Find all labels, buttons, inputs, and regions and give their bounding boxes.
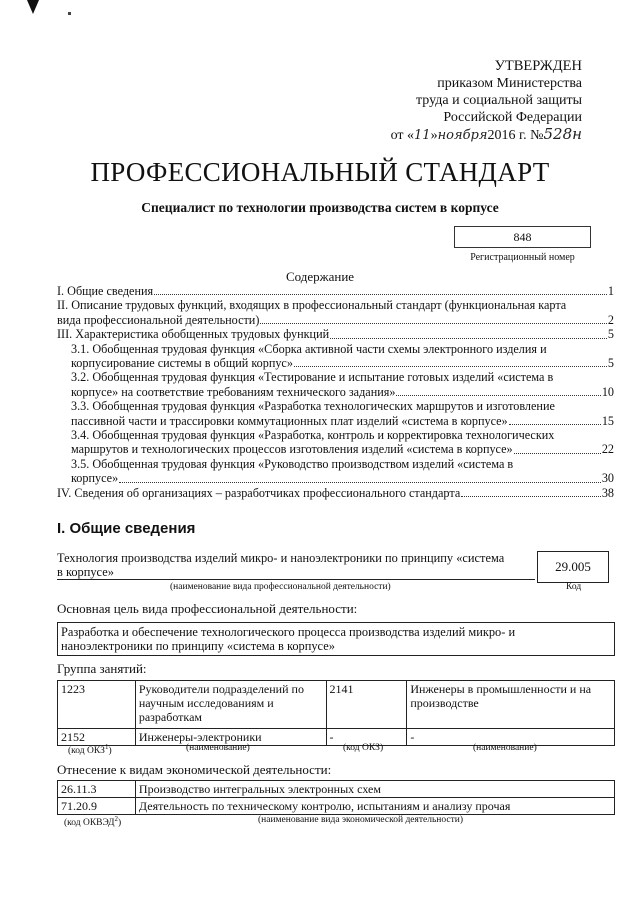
document-title: ПРОФЕССИОНАЛЬНЫЙ СТАНДАРТ: [90, 157, 550, 187]
approval-heading: УТВЕРЖДЕН: [494, 58, 582, 74]
okz-name: Инженеры-электроники: [135, 729, 326, 746]
toc-item-line: 3.5. Обобщенная трудовая функция «Руководство производством изделий «система в: [71, 456, 514, 471]
toc-item-page: 15: [601, 413, 614, 428]
scan-dot: [68, 12, 71, 15]
toc-item-text: вида профессиональной деятельности): [57, 312, 260, 327]
toc-item: [57, 414, 614, 428]
toc-item-text: корпусе»: [71, 471, 119, 486]
toc-item-page: 1: [607, 284, 614, 298]
registration-label: Регистрационный номер: [470, 252, 575, 263]
okved-code: 71.20.9: [58, 798, 136, 815]
economic-activity-table: [57, 780, 615, 815]
caption-okved-code: (код ОКВЭД$^2$): [64, 815, 122, 829]
toc-item-page: 38: [601, 485, 614, 500]
toc-item-text: III. Характеристика обобщенных трудовых функций: [57, 327, 330, 342]
toc-item-text: корпусе» на соответствие требованиям технического задания»: [71, 384, 396, 399]
handwritten-day: 11: [414, 128, 431, 143]
approval-date-line: [342, 126, 582, 144]
toc-item: [57, 327, 614, 341]
group-label: Группа занятий:: [57, 661, 147, 676]
toc-item-line: 3.1. Обобщенная трудовая функция «Сборка активной части схемы электронного изделия и: [71, 341, 547, 356]
section-heading: I. Общие сведения: [57, 520, 196, 537]
okz-name: -: [407, 729, 615, 746]
registration-number-box: 848: [454, 226, 591, 248]
okz-name: Руководители подразделений по научным исследованиям и разработкам: [135, 681, 326, 729]
punch-mark: [25, 0, 45, 20]
okz-code: 2141: [326, 681, 407, 729]
toc-item-text: пассивной части и трассировки коммутационных плат изделий «система в корпусе»: [71, 413, 508, 428]
activity-underline: [57, 579, 535, 580]
toc-item: [57, 385, 614, 399]
okved-name: Деятельность по техническому контролю, испытаниям и анализу прочая: [135, 798, 614, 815]
toc-item-line: 3.4. Обобщенная трудовая функция «Разработка, контроль и корректировка технологических: [71, 428, 555, 443]
handwritten-month: ноября: [437, 128, 488, 143]
date-prefix: от «: [390, 128, 415, 143]
toc-item-page: 5: [607, 356, 614, 371]
goal-line: наноэлектроники по принципу «система в корпусе»: [61, 639, 335, 653]
activity-caption: (наименование вида профессиональной деятельности): [170, 582, 391, 592]
toc-item-page: 10: [601, 384, 614, 399]
activity-name: [57, 551, 532, 579]
toc-item: [57, 356, 614, 370]
activity-line: Технология производства изделий микро- и наноэлектроники по принципу «система: [57, 551, 505, 565]
date-year: 2016 г. №: [487, 128, 544, 143]
goal-label: Основная цель вида профессиональной деятельности:: [57, 601, 358, 616]
toc-item-line: 3.2. Обобщенная трудовая функция «Тестирование и испытание готовых изделий «система в: [71, 370, 554, 385]
toc-item-page: 5: [607, 327, 614, 342]
approval-block: [342, 58, 582, 144]
table-row: [58, 781, 615, 798]
caption-name: (наименование): [186, 743, 250, 753]
toc-item-line: 3.3. Обобщенная трудовая функция «Разработка технологических маршрутов и изготовление: [71, 399, 555, 414]
caption-name-2: (наименование): [473, 743, 537, 753]
okz-name: Инженеры в промышленности и на производстве: [407, 681, 615, 729]
caption-okz-code-2: (код ОКЗ): [343, 743, 384, 753]
code-caption: Код: [566, 582, 582, 592]
activity-code-box: 29.005: [537, 551, 609, 583]
goal-line: Разработка и обеспечение технологического процесса производства изделий микро- и: [61, 625, 516, 639]
toc-item-text: IV. Сведения об организациях – разработчиках профессионального стандарта: [57, 485, 461, 500]
toc-item: [57, 471, 614, 485]
okz-code: -: [326, 729, 407, 746]
toc-item: [57, 284, 614, 298]
approval-line: Российской Федерации: [443, 110, 582, 125]
toc-title: Содержание: [285, 269, 355, 284]
econ-label: Отнесение к видам экономической деятельности:: [57, 762, 332, 777]
toc-item: [57, 442, 614, 456]
toc-item-page: 30: [601, 471, 614, 486]
okved-code: 26.11.3: [58, 781, 136, 798]
okz-code: 1223: [58, 681, 136, 729]
document-subtitle: Специалист по технологии производства систем в корпусе: [141, 200, 499, 215]
handwritten-order-number: 528н: [543, 125, 582, 143]
toc-item: [57, 486, 614, 500]
toc-item: [57, 313, 614, 327]
toc-item-page: 2: [607, 312, 614, 327]
activity-line: в корпусе»: [57, 565, 114, 579]
goal-box: [57, 622, 615, 656]
okz-code: 2152: [58, 729, 136, 746]
table-row: [58, 681, 615, 729]
toc-item-page: 22: [601, 442, 614, 457]
caption-econ-name: (наименование вида экономической деятельности): [258, 815, 463, 825]
toc-item-text: I. Общие сведения: [57, 284, 154, 298]
quote-close: »: [430, 128, 438, 143]
caption-okz-code: (код ОКЗ$^1$): [68, 743, 112, 757]
toc-item-text: маршрутов и технологических процессов изготовления изделий «система в корпусе»: [71, 442, 513, 457]
okved-name: Производство интегральных электронных схем: [135, 781, 614, 798]
approval-line: труда и социальной защиты: [416, 93, 582, 108]
occupation-group-table: [57, 680, 615, 746]
table-of-contents: [57, 284, 614, 500]
toc-item-line: II. Описание трудовых функций, входящих в профессиональный стандарт (функциональная карта: [57, 298, 567, 313]
toc-item-text: корпусирование системы в общий корпус»: [71, 356, 293, 371]
approval-line: приказом Министерства: [437, 76, 582, 91]
table-row: [58, 798, 615, 815]
